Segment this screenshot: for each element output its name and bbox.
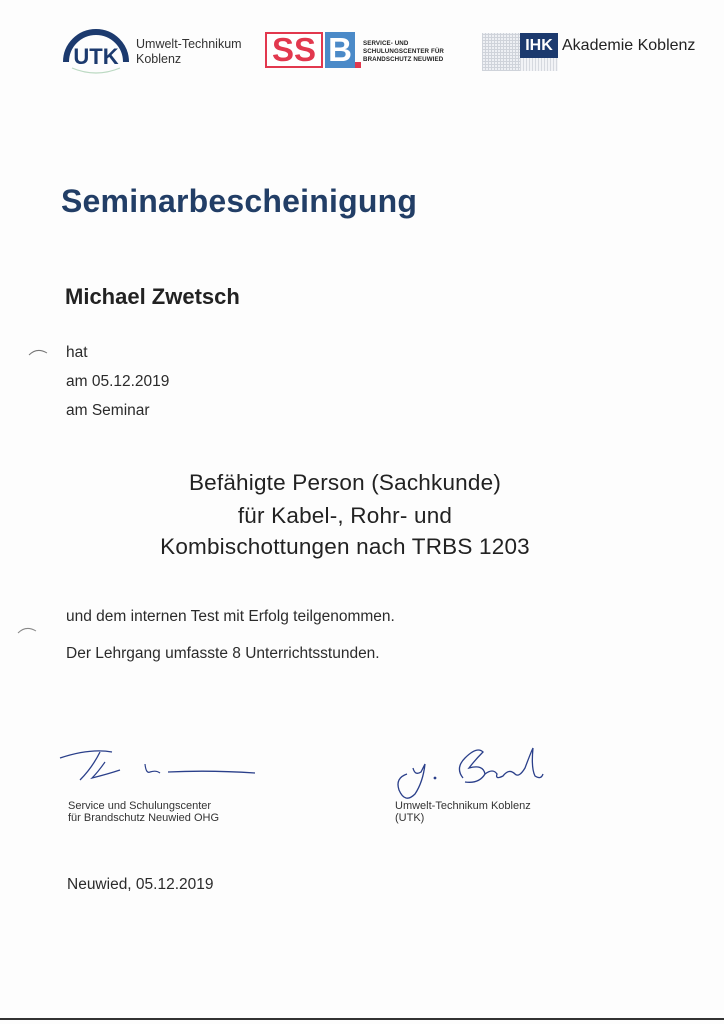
ssb-letter-b: B xyxy=(325,32,355,68)
bottom-edge-line xyxy=(0,1018,724,1020)
utk-mark-icon xyxy=(58,18,134,82)
ssb-letters-ss: SS xyxy=(265,32,323,68)
utk-name-line1: Umwelt-Technikum xyxy=(136,37,242,51)
signature-right-caption-line1: Umwelt-Technikum Koblenz xyxy=(395,800,531,812)
punch-mark-icon xyxy=(27,347,49,357)
ihk-name: Akademie Koblenz xyxy=(562,37,696,54)
signature-right-caption-line2: (UTK) xyxy=(395,812,425,824)
utk-mark-text: UTK xyxy=(73,44,119,69)
utk-logo xyxy=(58,18,258,88)
ihk-pattern-icon xyxy=(482,33,520,71)
signature-left-caption-line1: Service und Schulungscenter xyxy=(68,800,212,812)
ssb-logo xyxy=(265,32,465,72)
place-and-date: Neuwied, 05.12.2019 xyxy=(67,876,214,893)
text-am-seminar: am Seminar xyxy=(66,402,150,419)
ihk-pattern-strip xyxy=(520,58,558,71)
ihk-box: IHK xyxy=(520,33,558,58)
course-title-line1: Befähigte Person (Sachkunde) xyxy=(188,470,502,495)
course-title-line3: Kombischottungen nach TRBS 1203 xyxy=(160,534,530,559)
text-course-hours: Der Lehrgang umfasste 8 Unterrichtsstunden. xyxy=(66,645,380,662)
recipient-name: Michael Zwetsch xyxy=(65,284,240,309)
ihk-logo xyxy=(482,33,702,73)
ssb-dot-icon xyxy=(355,62,361,68)
signature-left-caption-line2: für Brandschutz Neuwied OHG xyxy=(68,812,220,824)
document-title: Seminarbescheinigung xyxy=(61,183,418,219)
course-title-line2: für Kabel-, Rohr- und xyxy=(237,503,453,528)
punch-mark-icon xyxy=(16,625,38,635)
signature-right-icon xyxy=(385,738,545,800)
utk-name-line2: Koblenz xyxy=(136,52,182,66)
seminar-date: am 05.12.2019 xyxy=(66,373,170,390)
text-test-passed: und dem internen Test mit Erfolg teilgenommen. xyxy=(66,608,395,625)
signature-left-icon xyxy=(50,740,260,795)
ssb-subtitle-line1: SERVICE- UND xyxy=(363,40,409,47)
ssb-subtitle-line3: BRANDSCHUTZ NEUWIED xyxy=(363,56,444,63)
ssb-subtitle-line2: SCHULUNGSCENTER FÜR xyxy=(363,48,444,55)
text-hat: hat xyxy=(66,344,88,361)
